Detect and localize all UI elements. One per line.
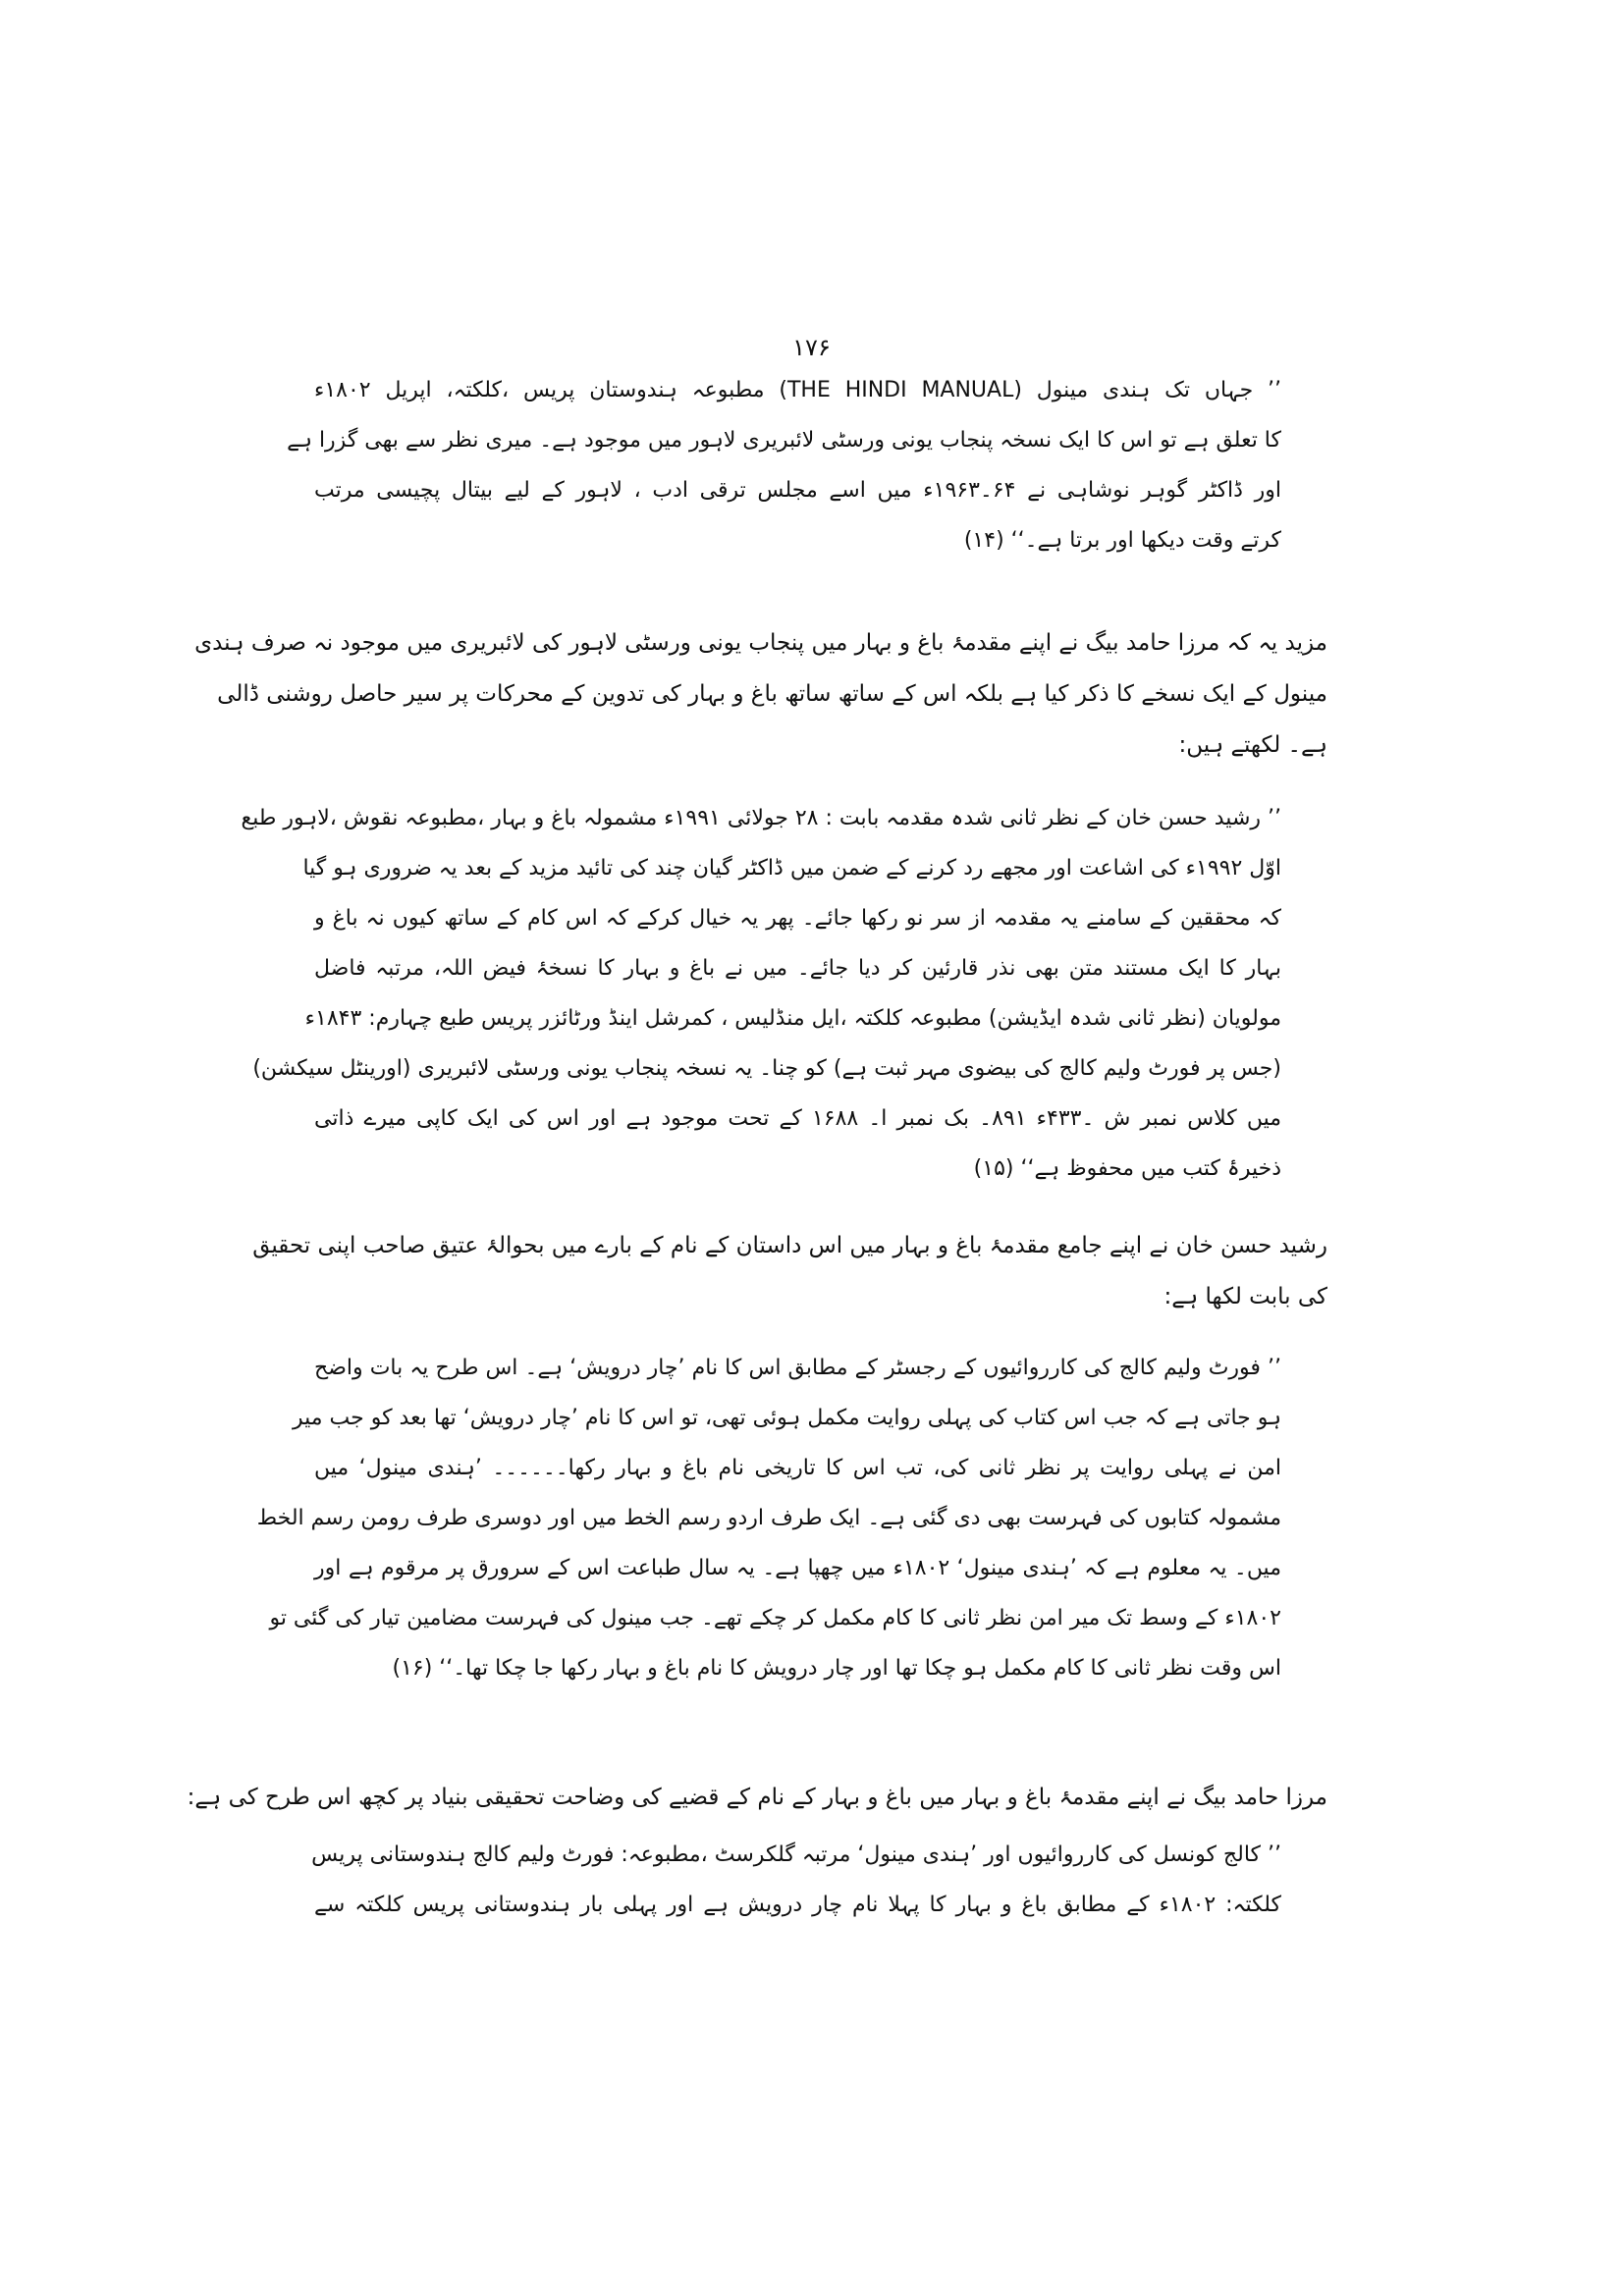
text-line: میں کلاس نمبر ش ۔۴۳۳ء ۸۹۱۔ بک نمبر ا۔ ۱۶۸۸ کے تحت موجود ہے اور اس کی ایک کاپی میرے ذاتی	[314, 1106, 1281, 1131]
text-line: ’’ فورٹ ولیم کالج کی کارروائیوں کے رجسٹر کے مطابق اس کا نام ’چار درویش‘ ہے۔ اس طرح یہ بات واضح	[314, 1356, 1281, 1380]
text-line: مولویان (نظر ثانی شدہ ایڈیشن) مطبوعہ کلکتہ ،ایل منڈلیس ، کمرشل اینڈ ورٹائزر پریس طبع چہارم: ۱۸۴۳ء	[304, 1006, 1281, 1031]
text-line: ۱۸۰۲ء کے وسط تک میر امن نظر ثانی کا کام مکمل کر چکے تھے۔ جب مینول کی فہرست مضامین تیار کی گئی تو	[269, 1606, 1281, 1630]
body-paragraph-1	[194, 617, 1327, 771]
text-line: اوّل ۱۹۹۲ء کی اشاعت اور مجھے رد کرنے کے ضمن میں ڈاکٹر گیان چند کی تائید مزید کے بعد یہ ضروری ہو گیا	[302, 856, 1281, 881]
text-line: مشمولہ کتابوں کی فہرست بھی دی گئی ہے۔ ایک طرف اردو رسم الخط میں اور دوسری طرف رومن رسم الخط	[256, 1506, 1281, 1530]
body-paragraph-2	[252, 1220, 1327, 1322]
quote-block-2	[241, 793, 1281, 1194]
text-line: اور ڈاکٹر گوہر نوشاہی نے ۶۴۔۱۹۶۳ء میں اسے مجلس ترقی ادب ، لاہور کے لیے بیتال پچیسی مرتب	[314, 478, 1281, 503]
text-line: (جس پر فورٹ ولیم کالج کی بیضوی مہر ثبت ہے) کو چنا۔ یہ نسخہ پنجاب یونی ورسٹی لائبریری (اورینٹل سیکشن)	[252, 1056, 1281, 1081]
text-line: بہار کا ایک مستند متن بھی نذر قارئین کر دیا جائے۔ میں نے باغ و بہار کا نسخۂ فیض اللہ، مرتبہ فاضل	[314, 956, 1281, 981]
text-line: میں۔ یہ معلوم ہے کہ ’ہندی مینول‘ ۱۸۰۲ء میں چھپا ہے۔ یہ سال طباعت اس کے سرورق پر مرقوم ہے اور	[314, 1556, 1281, 1580]
text-line: رشید حسن خان نے اپنے جامع مقدمۂ باغ و بہار میں اس داستان کے نام کے بارے میں بحوالۂ عتیق صاحب اپنی تحقیق	[252, 1233, 1327, 1258]
text-line: امن نے پہلی روایت پر نظر ثانی کی، تب اس کا تاریخی نام باغ و بہار رکھا۔۔۔۔۔۔ ’ہندی مینول‘ میں	[314, 1456, 1281, 1480]
page-number: ۱۷۶	[792, 334, 831, 361]
quote-block-1	[287, 365, 1282, 565]
text-line: ’’ رشید حسن خان کے نظر ثانی شدہ مقدمہ بابت : ۲۸ جولائی ۱۹۹۱ء مشمولہ باغ و بہار ،مطبوعہ نقوش ،لاہور طبع	[241, 806, 1281, 830]
text-line: ’’ جہاں تک ہندی مینول (THE HINDI MANUAL) مطبوعہ ہندوستان پریس ،کلکتہ، اپریل ۱۸۰۲ء	[314, 378, 1282, 402]
text-line: کی بابت لکھا ہے:	[1163, 1284, 1327, 1309]
text-line: کلکتہ: ۱۸۰۲ء کے مطابق باغ و بہار کا پہلا نام چار درویش ہے اور پہلی بار ہندوستانی پریس کلکتہ سے	[314, 1893, 1281, 1917]
quote-block-3	[256, 1343, 1281, 1693]
quote-block-4	[311, 1830, 1281, 1930]
text-line: ذخیرۂ کتب میں محفوظ ہے‘‘ (۱۵)	[973, 1156, 1281, 1181]
text-line: مزید یہ کہ مرزا حامد بیگ نے اپنے مقدمۂ باغ و بہار میں پنجاب یونی ورسٹی لاہور کی لائبریری میں موجود نہ صرف ہندی	[194, 630, 1327, 656]
text-line: کہ محققین کے سامنے یہ مقدمہ از سر نو رکھا جائے۔ پھر یہ خیال کرکے کہ اس کام کے ساتھ کیوں نہ باغ و	[314, 906, 1281, 931]
text-line: ’’ کالج کونسل کی کارروائیوں اور ’ہندی مینول‘ مرتبہ گلکرسٹ ،مطبوعہ: فورٹ ولیم کالج ہندوستانی پریس	[311, 1842, 1281, 1867]
text-line: مرزا حامد بیگ نے اپنے مقدمۂ باغ و بہار میں باغ و بہار کے نام کے قضیے کی وضاحت تحقیقی بنیاد پر کچھ اس طرح کی ہے:	[187, 1785, 1327, 1810]
text-line: اس وقت نظر ثانی کا کام مکمل ہو چکا تھا اور چار درویش کا نام باغ و بہار رکھا جا چکا تھا۔‘‘ (۱۶)	[392, 1656, 1281, 1681]
text-line: کا تعلق ہے تو اس کا ایک نسخہ پنجاب یونی ورسٹی لائبریری لاہور میں موجود ہے۔ میری نظر سے بھی گزرا ہے	[287, 428, 1281, 453]
body-paragraph-3	[187, 1772, 1327, 1823]
text-line: ہو جاتی ہے کہ جب اس کتاب کی پہلی روایت مکمل ہوئی تھی، تو اس کا نام ’چار درویش‘ تھا بعد کو جب میر	[292, 1406, 1281, 1430]
text-line: ہے۔ لکھتے ہیں:	[1178, 732, 1327, 758]
text-line: کرتے وقت دیکھا اور برتا ہے۔‘‘ (۱۴)	[963, 528, 1281, 553]
text-line: مینول کے ایک نسخے کا ذکر کیا ہے بلکہ اس کے ساتھ ساتھ باغ و بہار کی تدوین کے محرکات پر سیر حاصل روشنی ڈالی	[217, 681, 1327, 707]
